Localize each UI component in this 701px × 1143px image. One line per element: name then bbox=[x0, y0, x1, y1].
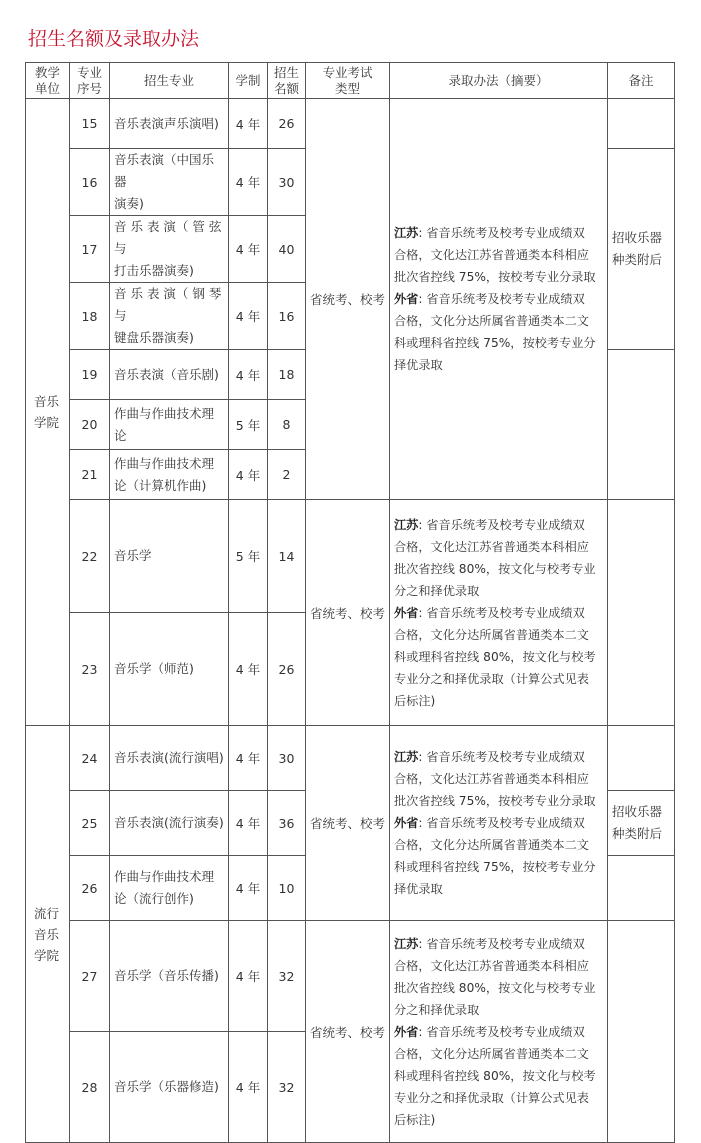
method-cell: 江苏: 省音乐统考及校考专业成绩双 合格，文化达江苏省普通类本科相应 批次省控线 75%，按校考专业分录取 外省: 省音乐统考及校考专业成绩双 合格，文化分达所属省普通类本二文 科或理科省控线 75%，按校考专业分 择优录取 bbox=[390, 726, 608, 921]
duration-cell: 4 年 bbox=[229, 726, 268, 791]
code-cell: 15 bbox=[70, 99, 110, 149]
major-cell: 音乐表演（中国乐器 演奏) bbox=[110, 149, 229, 216]
unit-cell-music: 音乐 学院 bbox=[26, 99, 70, 726]
quota-cell: 36 bbox=[268, 791, 306, 856]
major-cell: 音乐学 bbox=[110, 500, 229, 613]
table-row bbox=[26, 500, 675, 613]
out-label: 外省 bbox=[394, 1024, 419, 1039]
quota-cell: 26 bbox=[268, 99, 306, 149]
js-label: 江苏 bbox=[394, 517, 419, 532]
duration-cell: 4 年 bbox=[229, 921, 268, 1032]
duration-cell: 4 年 bbox=[229, 216, 268, 283]
js-label: 江苏 bbox=[394, 750, 419, 764]
quota-cell: 30 bbox=[268, 726, 306, 791]
code-cell: 26 bbox=[70, 856, 110, 921]
duration-cell: 5 年 bbox=[229, 500, 268, 613]
note-cell: 招收乐器 种类附后 bbox=[608, 149, 675, 350]
major-cell: 作曲与作曲技术理 论（流行创作) bbox=[110, 856, 229, 921]
quota-cell: 26 bbox=[268, 613, 306, 726]
code-cell: 17 bbox=[70, 216, 110, 283]
major-cell: 音乐学（师范) bbox=[110, 613, 229, 726]
exam-type-cell: 省统考、校考 bbox=[306, 921, 390, 1143]
header-quota: 招生 名额 bbox=[268, 63, 306, 99]
code-cell: 23 bbox=[70, 613, 110, 726]
exam-type-cell: 省统考、校考 bbox=[306, 726, 390, 921]
code-cell: 27 bbox=[70, 921, 110, 1032]
quota-cell: 32 bbox=[268, 1032, 306, 1143]
out-label: 外省 bbox=[394, 816, 419, 830]
code-cell: 20 bbox=[70, 400, 110, 450]
major-cell: 音乐学（乐器修造) bbox=[110, 1032, 229, 1143]
quota-cell: 2 bbox=[268, 450, 306, 500]
header-unit: 教学 单位 bbox=[26, 63, 70, 99]
major-cell: 音乐表演声乐演唱) bbox=[110, 99, 229, 149]
page-title: 招生名额及录取办法 bbox=[28, 28, 200, 50]
note-cell-empty bbox=[608, 500, 675, 726]
major-cell: 音乐表演(流行演奏) bbox=[110, 791, 229, 856]
table-row bbox=[26, 921, 675, 1032]
header-major: 招生专业 bbox=[110, 63, 229, 99]
code-cell: 16 bbox=[70, 149, 110, 216]
header-method: 录取办法（摘要） bbox=[390, 63, 608, 99]
method-cell: 江苏: 省音乐统考及校考专业成绩双 合格，文化达江苏省普通类本科相应 批次省控线 75%，按校考专业分录取 外省: 省音乐统考及校考专业成绩双 合格，文化分达所属省普通类本二文 科或理科省控线 75%，按校考专业分 择优录取 bbox=[390, 99, 608, 500]
note-cell-empty bbox=[608, 856, 675, 921]
note-cell-empty bbox=[608, 350, 675, 500]
out-label: 外省 bbox=[394, 605, 419, 620]
major-cell: 音乐表演(流行演唱) bbox=[110, 726, 229, 791]
note-cell-empty bbox=[608, 99, 675, 149]
code-cell: 18 bbox=[70, 283, 110, 350]
duration-cell: 4 年 bbox=[229, 450, 268, 500]
quota-cell: 14 bbox=[268, 500, 306, 613]
method-cell: 江苏: 省音乐统考及校考专业成绩双 合格，文化达江苏省普通类本科相应 批次省控线 80%，按文化与校考专业 分之和择优录取 外省: 省音乐统考及校考专业成绩双 合格，文化分达所属省普通类本二文 科或理科省控线 80%，按文化与校考 专业分之和择优录取（计算公式见表 后标注) bbox=[390, 921, 608, 1143]
quota-cell: 30 bbox=[268, 149, 306, 216]
admission-table bbox=[25, 62, 675, 1143]
quota-cell: 18 bbox=[268, 350, 306, 400]
note-cell: 招收乐器 种类附后 bbox=[608, 791, 675, 856]
header-note: 备注 bbox=[608, 63, 675, 99]
js-label: 江苏 bbox=[394, 226, 419, 240]
out-label: 外省 bbox=[394, 292, 419, 306]
duration-cell: 4 年 bbox=[229, 1032, 268, 1143]
header-duration: 学制 bbox=[229, 63, 268, 99]
header-code: 专业 序号 bbox=[70, 63, 110, 99]
header-exam-type: 专业考试 类型 bbox=[306, 63, 390, 99]
major-cell: 音乐表演（音乐剧) bbox=[110, 350, 229, 400]
code-cell: 28 bbox=[70, 1032, 110, 1143]
code-cell: 24 bbox=[70, 726, 110, 791]
exam-type-cell: 省统考、校考 bbox=[306, 99, 390, 500]
code-cell: 22 bbox=[70, 500, 110, 613]
major-cell: 作曲与作曲技术理 论（计算机作曲) bbox=[110, 450, 229, 500]
duration-cell: 4 年 bbox=[229, 283, 268, 350]
code-cell: 19 bbox=[70, 350, 110, 400]
table-header-row bbox=[26, 63, 675, 99]
quota-cell: 32 bbox=[268, 921, 306, 1032]
major-cell: 音 乐 表 演（ 管 弦 与 打击乐器演奏) bbox=[110, 216, 229, 283]
js-label: 江苏 bbox=[394, 936, 419, 951]
duration-cell: 4 年 bbox=[229, 613, 268, 726]
unit-cell-pop: 流行 音乐 学院 bbox=[26, 726, 70, 1143]
table-row bbox=[26, 99, 675, 149]
quota-cell: 40 bbox=[268, 216, 306, 283]
code-cell: 21 bbox=[70, 450, 110, 500]
duration-cell: 4 年 bbox=[229, 350, 268, 400]
major-cell: 音乐学（音乐传播) bbox=[110, 921, 229, 1032]
duration-cell: 4 年 bbox=[229, 149, 268, 216]
code-cell: 25 bbox=[70, 791, 110, 856]
table-row bbox=[26, 726, 675, 791]
note-cell-empty bbox=[608, 726, 675, 791]
quota-cell: 16 bbox=[268, 283, 306, 350]
duration-cell: 4 年 bbox=[229, 791, 268, 856]
major-cell: 作曲与作曲技术理 论 bbox=[110, 400, 229, 450]
exam-type-cell: 省统考、校考 bbox=[306, 500, 390, 726]
note-cell-empty bbox=[608, 921, 675, 1143]
quota-cell: 8 bbox=[268, 400, 306, 450]
duration-cell: 4 年 bbox=[229, 99, 268, 149]
duration-cell: 5 年 bbox=[229, 400, 268, 450]
method-cell: 江苏: 省音乐统考及校考专业成绩双 合格，文化达江苏省普通类本科相应 批次省控线 80%，按文化与校考专业 分之和择优录取 外省: 省音乐统考及校考专业成绩双 合格，文化分达所属省普通类本二文 科或理科省控线 80%，按文化与校考 专业分之和择优录取（计算公式见表 后标注) bbox=[390, 500, 608, 726]
quota-cell: 10 bbox=[268, 856, 306, 921]
major-cell: 音 乐 表 演（ 钢 琴 与 键盘乐器演奏) bbox=[110, 283, 229, 350]
duration-cell: 4 年 bbox=[229, 856, 268, 921]
